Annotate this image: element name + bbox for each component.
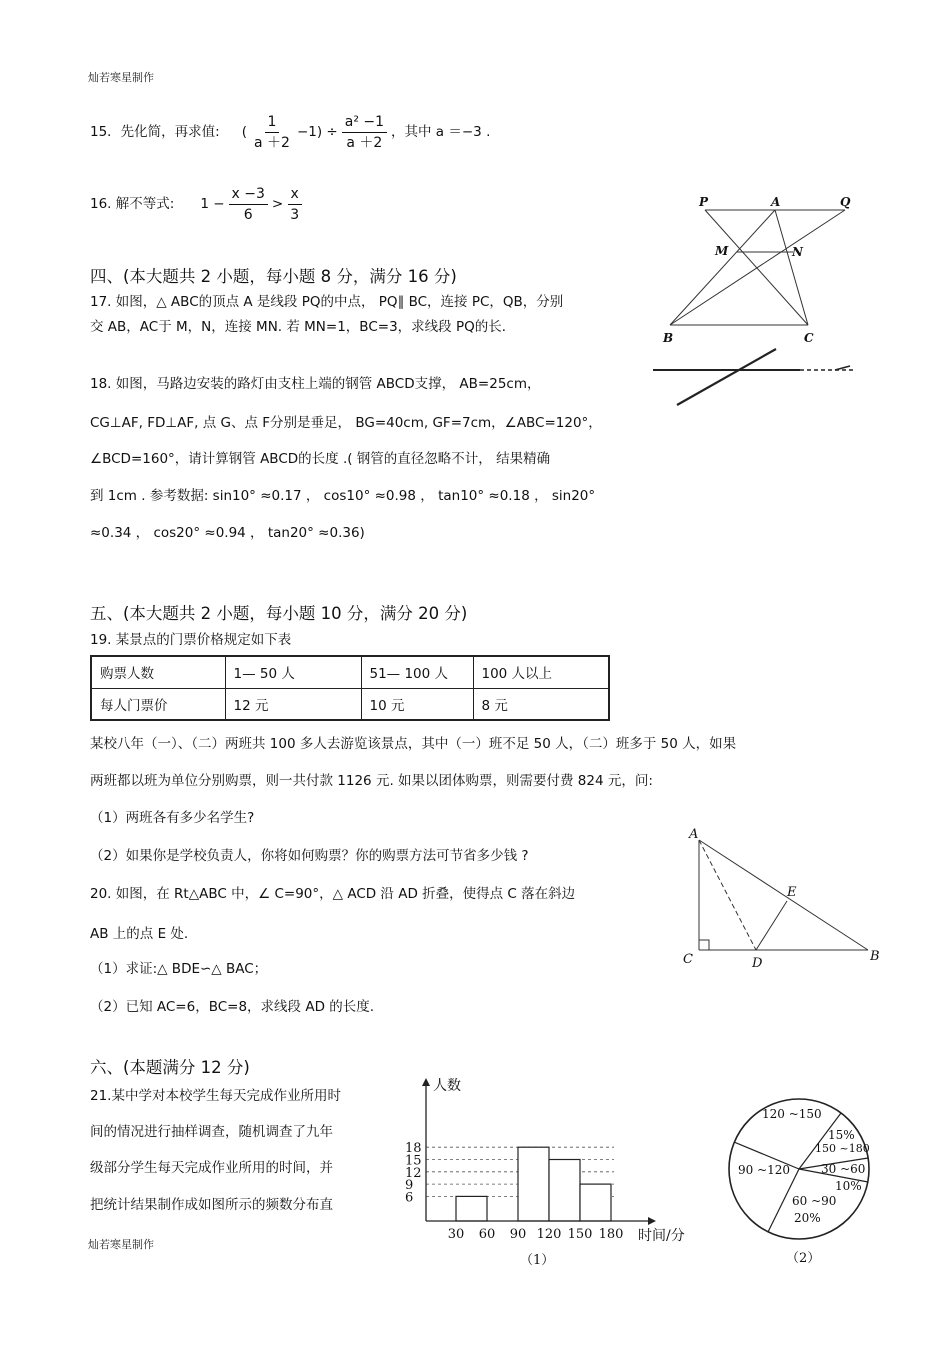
fig20-label-B: B	[870, 949, 880, 964]
pie-percent-20: 20%	[794, 1211, 821, 1225]
pie-percent-10: 10%	[835, 1179, 862, 1193]
x-axis-arrow	[648, 1217, 656, 1225]
question-16	[90, 184, 306, 225]
fig17-label-B: B	[663, 331, 674, 345]
q17-line-2: 交 AB，AC于 M，N，连接 MN. 若 MN=1，BC=3，求线段 PQ的长．	[90, 319, 516, 335]
q20-sub-1: （1）求证:△ BDE∽△ BAC；	[90, 961, 268, 977]
y-tick-label: 6	[405, 1190, 414, 1206]
histogram-bar	[549, 1160, 580, 1222]
figure-17-triangle	[655, 192, 860, 347]
q15-frac1-denominator: a ＋2	[254, 135, 290, 151]
table-cell: 8 元	[473, 688, 609, 720]
q15-frac2-denominator: a ＋2	[346, 135, 383, 151]
q18-line-4: 到 1cm . 参考数据: sin10° ≈0.17 ， cos10° ≈0.98 ， tan10° ≈0.18 ， sin20°	[90, 488, 596, 504]
pie-label-90-120: 90 ~120	[738, 1163, 791, 1177]
fig17-label-N: N	[792, 245, 803, 259]
q20-sub-2: （2）已知 AC=6，BC=8，求线段 AD 的长度.	[90, 999, 375, 1015]
pie-label-150-180: 150 ~180	[815, 1142, 870, 1155]
q15-fraction-1	[251, 112, 293, 153]
q16-fraction-1	[229, 184, 268, 225]
x-axis-label: 时间/分	[638, 1228, 685, 1244]
table-cell: 1— 50 人	[225, 656, 361, 688]
pie-label-120-150: 120 ~150	[762, 1107, 822, 1121]
table-row	[91, 656, 609, 688]
histogram-bar	[456, 1196, 487, 1221]
q19-sub-1: （1）两班各有多少名学生?	[90, 810, 255, 826]
x-tick-label: 30	[447, 1227, 465, 1242]
page-footer: 灿若寒星制作	[88, 1238, 154, 1251]
table-cell: 10 元	[361, 688, 473, 720]
fig20-label-E: E	[787, 885, 797, 900]
q21-line-3: 级部分学生每天完成作业所用的时间，并	[90, 1160, 333, 1176]
fig17-label-Q: Q	[840, 195, 851, 209]
q16-frac2-denominator: 3	[290, 207, 300, 223]
pie-label-60-90: 60 ~90	[792, 1194, 837, 1208]
q18-line-1: 18. 如图，马路边安装的路灯由支柱上端的钢管 ABCD支撑， AB=25cm，	[90, 376, 541, 392]
fig20-label-C: C	[683, 952, 693, 967]
figure-20-right-triangle	[680, 822, 885, 970]
y-tick-label: 15	[405, 1153, 422, 1169]
q20-line-1: 20. 如图，在 Rt△ABC 中，∠ C=90°，△ ACD 沿 AD 折叠，使得点 C 落在斜边	[90, 886, 576, 902]
x-tick-label: 180	[598, 1227, 624, 1242]
x-tick-label: 90	[509, 1227, 527, 1242]
pie-chart	[722, 1092, 882, 1270]
q20-line-2: AB 上的点 E 处.	[90, 926, 189, 942]
q15-frac2-numerator: a² −1	[342, 112, 387, 133]
figure-18-streetlight	[650, 343, 865, 408]
pie-percent-15: 15%	[828, 1128, 855, 1142]
fig17-label-A: A	[771, 195, 781, 209]
q16-frac2-numerator: x	[288, 184, 302, 205]
pie-label-30-60: 30 ~60	[821, 1162, 866, 1176]
q16-one-minus: 1 −	[200, 195, 225, 212]
table-row	[91, 688, 609, 720]
table-cell: 购票人数	[91, 656, 225, 688]
pie-caption: （2）	[786, 1251, 821, 1266]
q17-line-1: 17. 如图，△ ABC的顶点 A 是线段 PQ的中点， PQ∥ BC，连接 PC，QB，分别	[90, 294, 564, 310]
fig17-label-P: P	[699, 195, 709, 209]
table-cell: 每人门票价	[91, 688, 225, 720]
q19-line-1: 某校八年（一）、（二）两班共 100 多人去游览该景点，其中（一）班不足 50 人，（二）班多于 50 人，如果	[90, 736, 737, 752]
histogram-bar	[580, 1184, 611, 1221]
q15-frac1-numerator: 1	[265, 112, 280, 133]
table-cell: 100 人以上	[473, 656, 609, 688]
y-axis-label: 人数	[433, 1078, 461, 1094]
q16-greater-than: >	[271, 195, 284, 212]
y-axis-arrow	[422, 1078, 430, 1086]
fig17-label-M: M	[715, 244, 729, 258]
q15-minus-divide: −1) ÷	[296, 123, 338, 140]
q16-frac1-denominator: 6	[243, 207, 253, 223]
q15-prefix: 15．先化简，再求值:	[90, 123, 220, 140]
table-cell: 51— 100 人	[361, 656, 473, 688]
q21-line-1: 21.某中学对本校学生每天完成作业所用时	[90, 1088, 341, 1104]
q18-line-3: ∠BCD=160°，请计算钢管 ABCD的长度 .( 钢管的直径忽略不计， 结果精确	[90, 451, 551, 467]
x-tick-label: 60	[478, 1227, 496, 1242]
section-5-heading: 五、(本大题共 2 小题，每小题 10 分，满分 20 分)	[90, 604, 468, 623]
y-tick-label: 12	[405, 1165, 422, 1181]
q15-suffix: ，其中 a ＝−3 .	[391, 123, 491, 140]
q18-line-5: ≈0.34 ， cos20° ≈0.94 ， tan20° ≈0.36)	[90, 525, 365, 541]
table-cell: 12 元	[225, 688, 361, 720]
q16-prefix: 16. 解不等式:	[90, 195, 175, 212]
histogram-caption: （1）	[520, 1253, 555, 1268]
q21-line-4: 把统计结果制作成如图所示的频数分布直	[90, 1197, 333, 1213]
page-header: 灿若寒星制作	[88, 71, 154, 84]
fig20-label-D: D	[752, 956, 763, 970]
q18-line-2: CG⊥AF, FD⊥AF, 点 G、点 F分别是垂足， BG=40cm, GF=7cm，∠ABC=120°，	[90, 415, 602, 431]
q16-fraction-2	[287, 184, 302, 225]
section-4-heading: 四、(本大题共 2 小题，每小题 8 分，满分 16 分)	[90, 267, 457, 286]
histogram-chart	[400, 1072, 700, 1272]
y-tick-label: 9	[405, 1178, 414, 1194]
q16-frac1-numerator: x −3	[229, 184, 268, 205]
q19-intro: 19. 某景点的门票价格规定如下表	[90, 632, 292, 648]
histogram-bar	[518, 1147, 549, 1221]
fig20-label-A: A	[689, 827, 699, 842]
q15-open-paren: (	[241, 123, 248, 140]
x-tick-label: 120	[536, 1227, 562, 1242]
q19-line-2: 两班都以班为单位分别购票，则一共付款 1126 元. 如果以团体购票，则需要付费 824 元，问:	[90, 773, 653, 789]
q15-fraction-2	[342, 112, 387, 153]
x-tick-label: 150	[567, 1227, 593, 1242]
q21-line-2: 间的情况进行抽样调查，随机调查了九年	[90, 1124, 333, 1140]
section-6-heading: 六、(本题满分 12 分)	[90, 1058, 250, 1077]
ticket-price-table	[90, 655, 610, 721]
fig17-label-C: C	[804, 331, 814, 345]
y-tick-label: 18	[405, 1141, 422, 1157]
question-15	[90, 112, 490, 153]
q19-sub-2: （2）如果你是学校负责人，你将如何购票？你的购票方法可节省多少钱 ?	[90, 848, 529, 864]
